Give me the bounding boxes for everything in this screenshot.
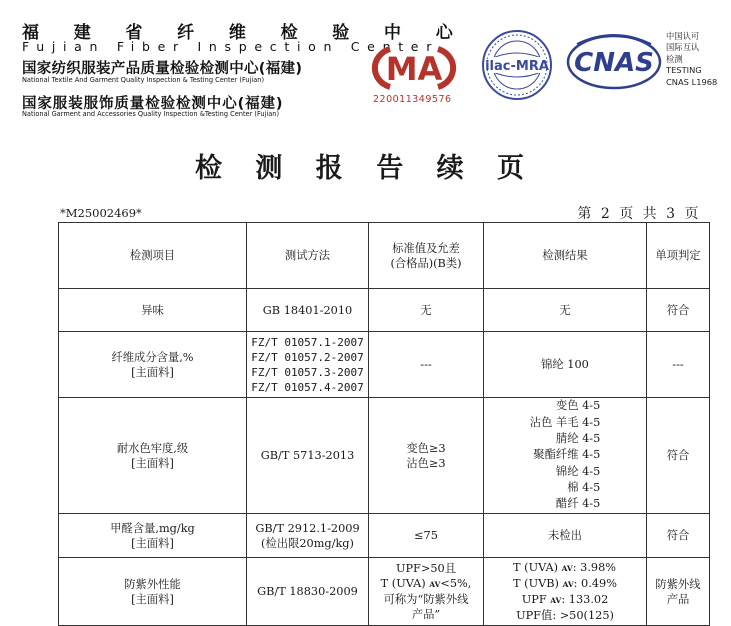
result-text: : 3.98% — [572, 561, 617, 574]
cell-standard: ≤75 — [369, 514, 484, 558]
cell-item — [59, 558, 247, 626]
cnas-line: 检测 — [666, 53, 683, 64]
cnas-line: 中国认可 — [666, 31, 700, 41]
cell-standard — [369, 398, 484, 514]
standard-text: T (UVA) — [380, 577, 430, 590]
result-text: : 133.02 — [561, 593, 609, 606]
garment-center-en: National Garment and Accessories Quality Inspection &Testing Center (Fujian) — [22, 110, 280, 118]
result-line — [513, 560, 617, 576]
page-number: 第 2 页 共 3 页 — [577, 206, 701, 222]
av-subscript: AV — [429, 580, 441, 589]
cell-judgement: --- — [647, 332, 710, 398]
method-line: FZ/T 01057.2-2007 — [251, 350, 364, 364]
cell-result: 无 — [484, 289, 647, 332]
method-line: FZ/T 01057.1-2007 — [251, 335, 364, 349]
method-line: FZ/T 01057.3-2007 — [251, 365, 364, 379]
standard-text: <5%, — [440, 577, 472, 590]
table-row — [59, 398, 710, 514]
header-standard-line: (合格品)(B类) — [390, 256, 462, 270]
ilac-logo-text: ilac-MRA — [485, 59, 549, 74]
cell-method — [247, 514, 369, 558]
cnas-line: 国际互认 — [666, 42, 700, 53]
result-text: : 0.49% — [573, 577, 617, 590]
ilac-mra-logo-icon — [480, 28, 554, 102]
result-text: >50(125) — [559, 609, 614, 622]
cnas-line: TESTING — [666, 65, 702, 76]
result-text: UPF值: — [516, 609, 560, 622]
cell-judgement — [647, 558, 710, 626]
cell-judgement: 符合 — [647, 514, 710, 558]
result-line: 锦纶 4-5 — [555, 464, 601, 478]
report-title: 检 测 报 告 续 页 — [195, 153, 536, 184]
test-results-table — [58, 222, 710, 626]
standard-line — [371, 576, 481, 592]
cell-standard — [369, 558, 484, 626]
table-row — [59, 558, 710, 626]
cell-result — [484, 398, 647, 514]
cell-judgement: 符合 — [647, 398, 710, 514]
method-line: (检出限20mg/kg) — [261, 536, 354, 550]
table-header-row — [59, 223, 710, 289]
textile-center-cn: 国家纺织服装产品质量检验检测中心(福建) — [22, 61, 303, 77]
cell-item-main: 防紫外性能 — [124, 577, 181, 591]
cell-item-main: 耐水色牢度,级 — [116, 441, 189, 455]
cell-result: 锦纶 100 — [484, 332, 647, 398]
center-name-en: Fujian Fiber Inspection Center — [22, 39, 440, 54]
cell-item-sub: [主面料] — [131, 592, 174, 606]
cell-standard: --- — [369, 332, 484, 398]
header-standard — [369, 223, 484, 289]
cell-standard: 无 — [369, 289, 484, 332]
cell-item-sub: [主面料] — [131, 536, 174, 550]
av-subscript: AV — [562, 580, 574, 589]
cma-logo-text: MA — [385, 50, 443, 88]
cell-method: GB/T 5713-2013 — [247, 398, 369, 514]
result-line: 聚酯纤维 4-5 — [533, 448, 601, 462]
result-line — [513, 576, 617, 592]
cell-method: GB/T 18830-2009 — [247, 558, 369, 626]
standard-line: 产品” — [411, 608, 441, 621]
cell-method: GB 18401-2010 — [247, 289, 369, 332]
header-judgement: 单项判定 — [647, 223, 710, 289]
table-row — [59, 289, 710, 332]
center-name-cn: 福 建 省 纤 维 检 验 中 心 — [22, 23, 468, 43]
result-line: 棉 4-5 — [567, 480, 601, 494]
method-line: GB/T 2912.1-2009 — [255, 521, 360, 535]
result-line — [513, 592, 617, 608]
report-letterhead — [0, 0, 731, 124]
cell-method — [247, 332, 369, 398]
garment-center-cn: 国家服装服饰质量检验检测中心(福建) — [22, 96, 284, 112]
standard-line: UPF>50且 — [395, 562, 457, 575]
result-line: 变色 4-5 — [555, 399, 601, 413]
av-subscript: AV — [561, 564, 573, 573]
judgement-line: 产品 — [666, 592, 690, 606]
cell-item-sub: [主面料] — [131, 365, 174, 379]
cell-judgement: 符合 — [647, 289, 710, 332]
judgement-line: 防紫外线 — [655, 577, 701, 591]
result-text: T (UVA) — [513, 561, 562, 574]
cell-item-main: 纤维成分含量,% — [111, 350, 194, 364]
cma-logo-icon — [368, 43, 460, 93]
textile-center-en: National Textile And Garment Quality Inspection & Testing Center (Fujian) — [22, 76, 265, 84]
av-subscript: AV — [550, 596, 562, 605]
header-method: 测试方法 — [247, 223, 369, 289]
cnas-logo-icon — [565, 30, 663, 94]
result-line: 腈纶 4-5 — [555, 432, 601, 446]
cma-number: 220011349576 — [373, 94, 452, 105]
cnas-logo-text: CNAS — [574, 48, 654, 78]
cell-result — [484, 558, 647, 626]
standard-line: 变色≥3 — [406, 441, 446, 455]
report-code: *M25002469* — [60, 206, 142, 220]
cell-item-main: 甲醛含量,mg/kg — [110, 521, 195, 535]
cell-result: 未检出 — [484, 514, 647, 558]
table-row — [59, 514, 710, 558]
result-text: T (UVB) — [513, 577, 563, 590]
cnas-accreditation-text — [666, 31, 717, 88]
cell-item — [59, 332, 247, 398]
cell-item — [59, 514, 247, 558]
table-row — [59, 332, 710, 398]
result-text: UPF — [521, 593, 551, 606]
cell-item — [59, 398, 247, 514]
standard-line: 沾色≥3 — [406, 456, 446, 470]
result-line — [513, 608, 617, 623]
result-line: 沾色 羊毛 4-5 — [529, 415, 601, 429]
header-standard-line: 标准值及允差 — [392, 241, 460, 255]
cnas-line: CNAS L1968 — [666, 76, 718, 87]
standard-line: 可称为“防紫外线 — [383, 593, 469, 606]
header-item: 检测项目 — [59, 223, 247, 289]
method-line: FZ/T 01057.4-2007 — [251, 380, 364, 394]
header-result: 检测结果 — [484, 223, 647, 289]
cell-item-sub: [主面料] — [131, 456, 174, 470]
cell-item: 异味 — [59, 289, 247, 332]
result-line: 醋纤 4-5 — [555, 497, 601, 511]
